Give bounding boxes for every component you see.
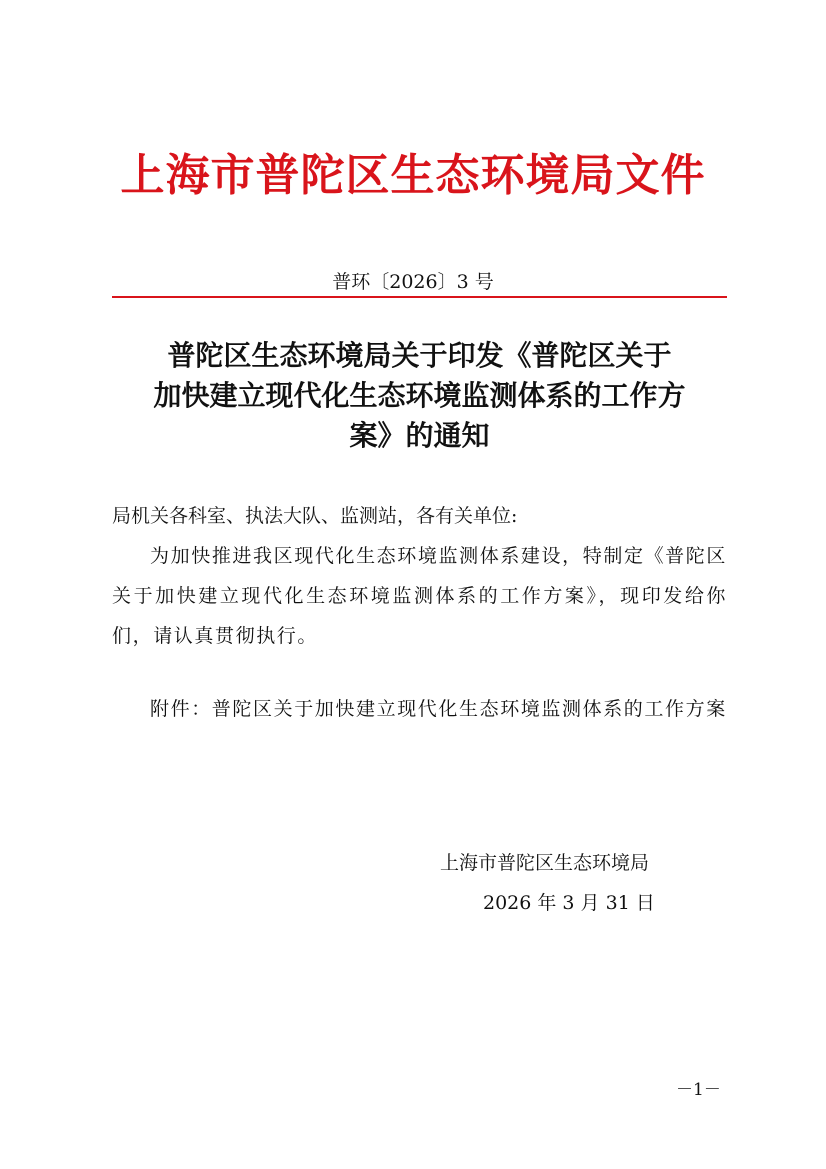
notice-title-line-2: 加快建立现代化生态环境监测体系的工作方 xyxy=(153,379,686,412)
document-header-title: 上海市普陀区生态环境局文件 xyxy=(120,150,706,201)
notice-title-line-1: 普陀区生态环境局关于印发《普陀区关于 xyxy=(167,339,672,372)
page-number: －1－ xyxy=(676,1080,721,1100)
addressee: 局机关各科室、执法大队、监测站，各有关单位: xyxy=(112,505,518,527)
signature-organization: 上海市普陀区生态环境局 xyxy=(440,852,650,874)
notice-title xyxy=(112,336,727,456)
signature-date: 2026 年 3 月 31 日 xyxy=(483,892,655,914)
notice-title-line-3: 案》的通知 xyxy=(349,419,490,452)
body-paragraph: 为加快推进我区现代化生态环境监测体系建设，特制定《普陀区关于加快建立现代化生态环境监测体系的工作方案》，现印发给你们，请认真贯彻执行。 xyxy=(112,545,727,647)
document-number: 普环〔2026〕3 号 xyxy=(332,271,494,293)
attachment-note: 附件：普陀区关于加快建立现代化生态环境监测体系的工作方案 xyxy=(150,698,727,720)
red-divider-line xyxy=(112,296,727,298)
